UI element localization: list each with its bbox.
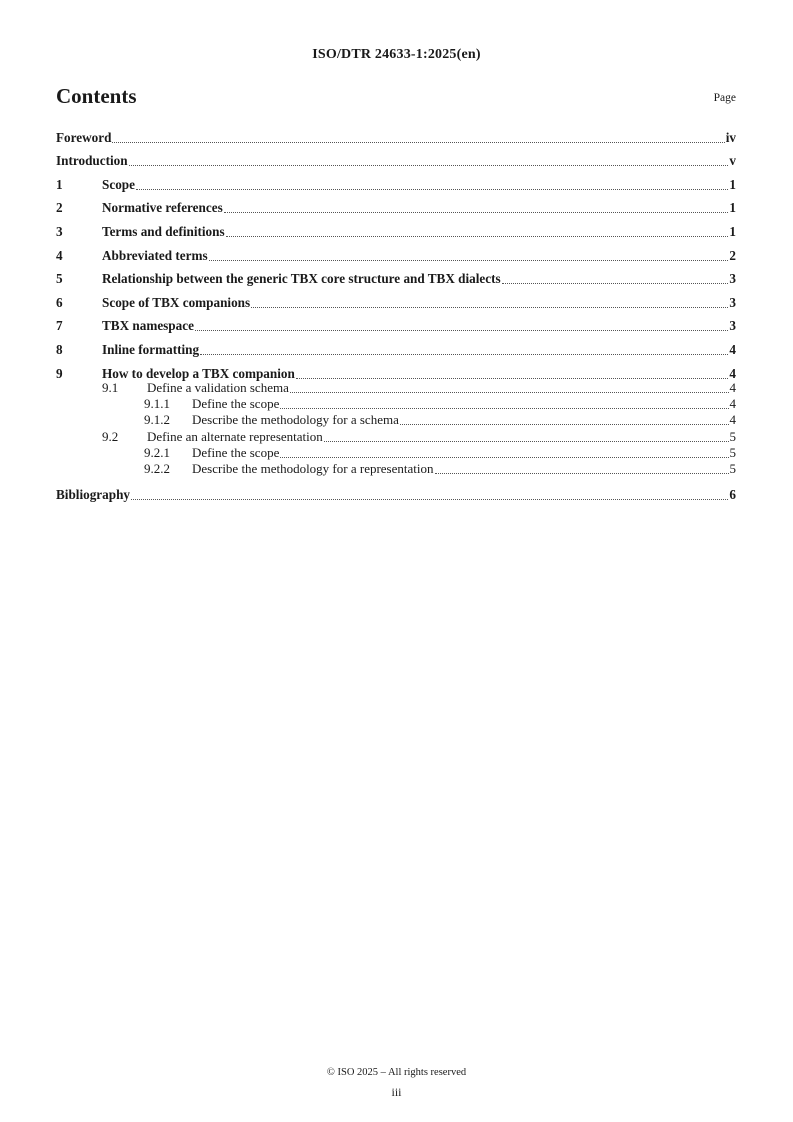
toc-entry-title: Describe the methodology for a representation [192,461,434,476]
toc-entry-title: Define an alternate representation [147,429,323,444]
toc-entry-page: 5 [729,445,736,460]
toc-entry-define-alternate-representation[interactable] [56,431,736,445]
toc-entry-page: 4 [729,366,736,381]
toc-entry-introduction[interactable] [56,153,736,169]
toc-dot-leader [280,407,728,409]
toc-entry-bibliography[interactable] [56,487,736,503]
toc-dot-leader [209,259,729,261]
toc-entry-title: Introduction [56,153,128,168]
toc-entry-page: iv [725,130,736,145]
toc-entry-define-scope-2[interactable] [56,447,736,461]
toc-dot-leader [290,391,729,393]
copyright-footer: © ISO 2025 – All rights reserved [326,1067,467,1078]
document-id-header: ISO/DTR 24633-1:2025(en) [312,47,481,62]
toc-dot-leader [129,164,729,166]
toc-entry-number: 9 [56,366,63,381]
toc-entry-inline-formatting[interactable] [56,342,736,358]
toc-dot-leader [224,211,729,213]
toc-entry-number: 9.2.1 [144,445,170,460]
toc-entry-define-validation-schema[interactable] [56,382,736,396]
toc-entry-page: 4 [729,412,736,427]
toc-entry-page: 4 [729,380,736,395]
page-number: iii [391,1085,402,1099]
toc-dot-leader [400,423,729,425]
toc-entry-number: 9.1 [102,380,119,395]
toc-entry-title: Abbreviated terms [102,248,208,263]
toc-dot-leader [112,141,724,143]
toc-entry-page: 5 [729,429,736,444]
toc-dot-leader [131,498,728,500]
toc-entry-define-scope-1[interactable] [56,398,736,412]
toc-entry-page: 6 [729,487,736,502]
toc-entry-number: 4 [56,248,63,263]
toc-entry-page: v [729,153,736,168]
toc-entry-number: 3 [56,224,63,239]
toc-entry-number: 5 [56,271,63,286]
toc-entry-title: Define a validation schema [147,380,289,395]
toc-entry-title: Bibliography [56,487,131,502]
toc-entry-title: How to develop a TBX companion [102,366,295,381]
toc-dot-leader [435,472,729,474]
toc-dot-leader [136,188,728,190]
toc-entry-title: Scope of TBX companions [102,295,251,310]
toc-entry-number: 1 [56,177,63,192]
toc-dot-leader [280,456,728,458]
toc-entry-page: 1 [729,200,736,215]
toc-entry-scope-of-tbx-companions[interactable] [56,295,736,311]
toc-entry-terms-and-definitions[interactable] [56,224,736,240]
toc-entry-page: 2 [729,248,736,263]
toc-dot-leader [195,329,728,331]
toc-entry-page: 4 [729,396,736,411]
toc-entry-relationship[interactable] [56,271,736,287]
toc-entry-page: 5 [729,461,736,476]
toc-entry-number: 8 [56,342,63,357]
toc-entry-title: Normative references [102,200,223,215]
toc-entry-tbx-namespace[interactable] [56,318,736,334]
toc-entry-title: Define the scope [192,396,280,411]
toc-entry-number: 9.1.2 [144,412,170,427]
toc-entry-page: 3 [729,271,736,286]
toc-entry-title: Relationship between the generic TBX core structure and TBX dialects [102,271,501,286]
toc-entry-page: 4 [729,342,736,357]
toc-entry-title: Inline formatting [102,342,200,357]
toc-entry-title: TBX namespace [102,318,194,333]
toc-entry-page: 1 [729,177,736,192]
toc-entry-normative-references[interactable] [56,200,736,216]
toc-entry-title: Scope [102,177,135,192]
toc-entry-number: 9.2.2 [144,461,170,476]
toc-entry-page: 3 [729,295,736,310]
toc-entry-number: 2 [56,200,63,215]
toc-entry-page: 1 [729,224,736,239]
toc-dot-leader [296,377,729,379]
toc-dot-leader [226,235,729,237]
toc-entry-page: 3 [729,318,736,333]
toc-entry-scope[interactable] [56,177,736,193]
toc-entry-title: Terms and definitions [102,224,225,239]
toc-entry-number: 9.1.1 [144,396,170,411]
toc-dot-leader [324,440,729,442]
toc-entry-abbreviated-terms[interactable] [56,248,736,264]
toc-entry-title: Describe the methodology for a schema [192,412,399,427]
toc-entry-number: 6 [56,295,63,310]
toc-dot-leader [200,353,728,355]
toc-entry-number: 7 [56,318,63,333]
toc-entry-title: Define the scope [192,445,280,460]
page-column-label: Page [713,92,736,104]
toc-dot-leader [502,282,729,284]
toc-entry-methodology-schema[interactable] [56,414,736,428]
toc-entry-title: Foreword [56,130,112,145]
toc-entry-foreword[interactable] [56,130,736,146]
contents-heading: Contents [56,84,137,108]
toc-entry-number: 9.2 [102,429,119,444]
toc-entry-methodology-representation[interactable] [56,463,736,477]
toc-dot-leader [251,306,728,308]
